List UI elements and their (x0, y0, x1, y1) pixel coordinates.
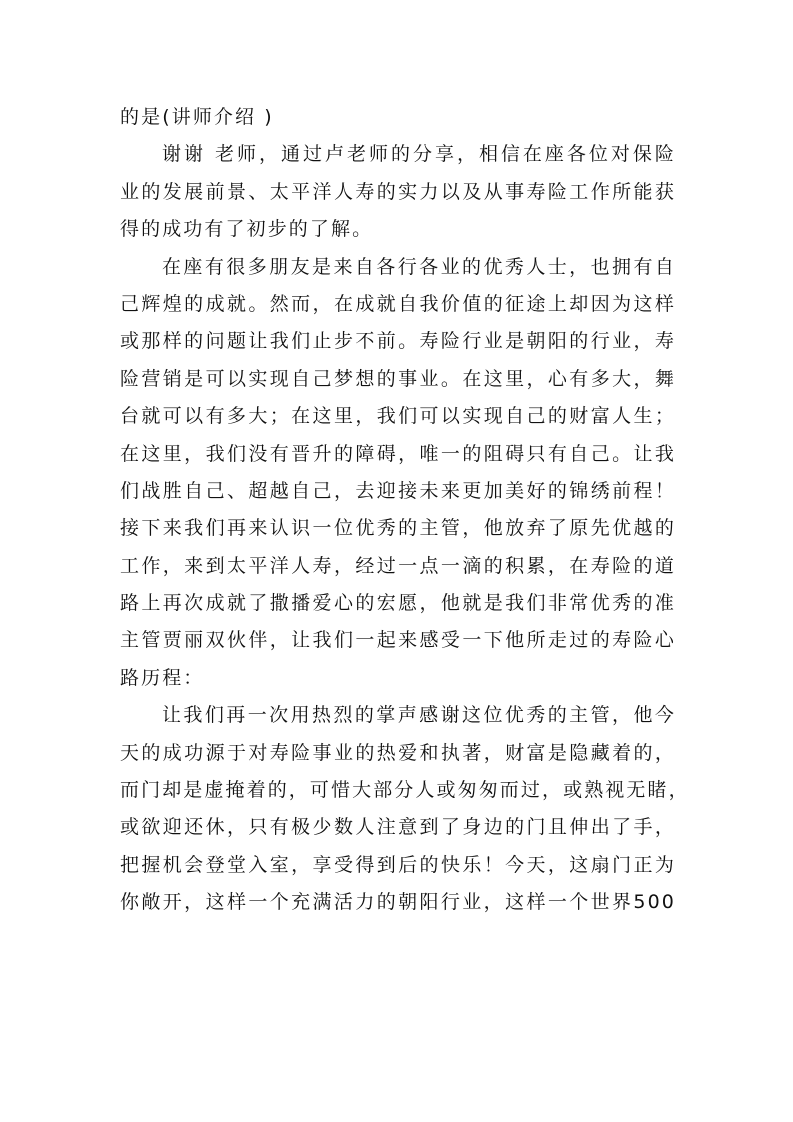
document-body (120, 99, 690, 922)
text-line: 接下来我们再来认识一位优秀的主管，他放弃了原先优越的 (120, 517, 676, 540)
text-line: 险营销是可以实现自己梦想的事业。在这里，心有多大，舞 (120, 367, 676, 390)
text-line: 工作，来到太平洋人寿，经过一点一滴的积累，在寿险的道 (120, 554, 676, 577)
text-line: 主管贾丽双伙伴，让我们一起来感受一下他所走过的寿险心 (120, 629, 676, 652)
text-line: 而门却是虚掩着的，可惜大部分人或匆匆而过，或熟视无睹， (120, 779, 690, 802)
paragraph-first-line: 在座有很多朋友是来自各行各业的优秀人士，也拥有自 (162, 255, 676, 278)
text-line: 的是(讲师介绍 ) (120, 106, 274, 128)
text-line: 路历程： (120, 666, 205, 689)
text-line: 己辉煌的成就。然而，在成就自我价值的征途上却因为这样 (120, 292, 676, 315)
text-line: 把握机会登堂入室，享受得到后的快乐！今天，这扇门正为 (120, 853, 676, 876)
paragraph-first-line: 谢谢 老师，通过卢老师的分享，相信在座各位对保险 (162, 143, 676, 166)
paragraph-first-line: 让我们再一次用热烈的掌声感谢这位优秀的主管，他今 (162, 704, 676, 727)
text-line: 在这里，我们没有晋升的障碍，唯一的阻碍只有自己。让我 (120, 442, 676, 465)
text-line: 台就可以有多大；在这里，我们可以实现自己的财富人生； (120, 405, 676, 428)
text-line: 路上再次成就了撒播爱心的宏愿，他就是我们非常优秀的准 (120, 592, 676, 615)
text-line: 或欲迎还休，只有极少数人注意到了身边的门且伸出了手， (120, 816, 676, 839)
text-line: 天的成功源于对寿险事业的热爱和执著，财富是隐藏着的， (120, 741, 676, 764)
text-line: 或那样的问题让我们止步不前。寿险行业是朝阳的行业，寿 (120, 330, 676, 353)
text-line: 得的成功有了初步的了解。 (120, 218, 374, 241)
text-line: 业的发展前景、太平洋人寿的实力以及从事寿险工作所能获 (120, 180, 676, 203)
text-line: 你敞开，这样一个充满活力的朝阳行业，这样一个世界500 (120, 891, 676, 914)
text-line: 们战胜自己、超越自己，去迎接未来更加美好的锦绣前程！ (120, 479, 676, 502)
